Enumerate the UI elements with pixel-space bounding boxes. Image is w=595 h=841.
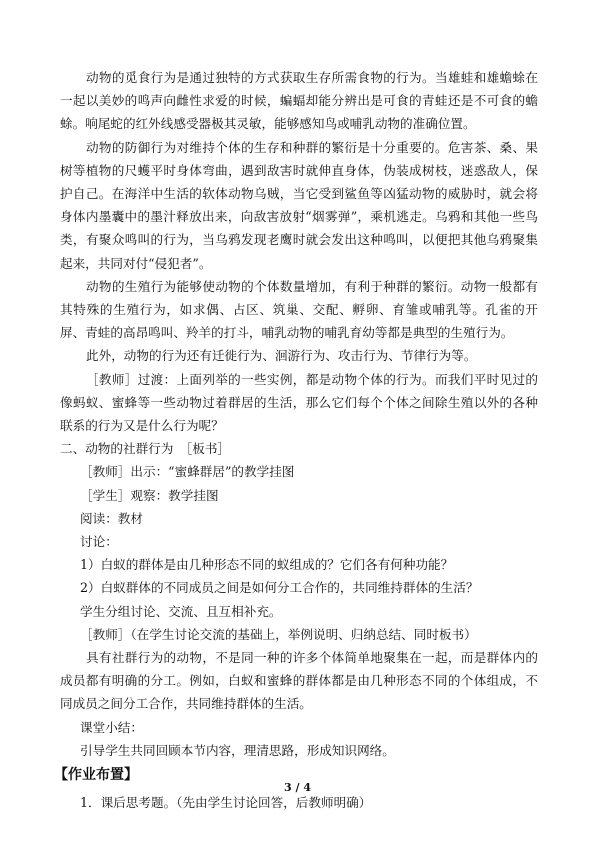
paragraph-feeding-behavior: 动物的觅食行为是通过独特的方式获取生存所需食物的行为。当雄蛙和雄蟾蜍在一起以美妙的鸣声向雌性求爱的时候，蝙蝠却能分辨出是可食的青蛙还是不可食的蟾蜍。响尾蛇的红外线感受器极其灵敏，能够感知鸟或哺乳动物的准确位置。 (60, 70, 538, 132)
section-title-social-behavior: 二、动物的社群行为 ［板书］ (60, 441, 231, 457)
line-student-observe: ［学生］观察：教学挂图 (80, 487, 219, 503)
line-class-summary: 课堂小结： (80, 719, 143, 735)
homework-heading: 【作业布置】 (54, 767, 138, 784)
document-body (54, 66, 538, 815)
line-review: 引导学生共同回顾本节内容，理清思路，形成知识网络。 (80, 742, 395, 758)
line-group-discussion: 学生分组讨论、交流、且互相补充。 (80, 603, 282, 619)
paragraph-social-behavior: 具有社群行为的动物，不是同一种的许多个体简单地聚集在一起，而是群体内的成员都有明确的分工。例如，白蚁和蜜蜂的群体都是由几种形态不同的个体组成，不同成员之间分工合作，共同维持群体的生活。 (60, 650, 538, 712)
line-teacher-show: ［教师］出示：“蜜蜂群居”的教学挂图 (80, 464, 295, 480)
line-question-1: 1）白蚁的群体是由几种形态不同的蚁组成的？它们各有何种功能？ (80, 557, 454, 573)
paragraph-teacher-transition: ［教师］过渡：上面列举的一些实例，都是动物个体的行为。而我们平时见过的像蚂蚁、蜜蜂等一些动物过着群居的生活，那么它们每个个体之间除生殖以外的各种联系的行为又是什么行为呢？ (60, 371, 538, 434)
line-discussion: 讨论： (80, 534, 118, 550)
line-question-2: 2）白蚁群体的不同成员之间是如何分工合作的，共同维持群体的生活？ (80, 580, 479, 596)
paragraph-reproductive-behavior: 动物的生殖行为能够使动物的个体数量增加，有利于种群的繁衍。动物一般都有其特殊的生殖行为，如求偶、占区、筑巢、交配、孵卵、育雏或哺乳等。孔雀的开屏、青蛙的高昂鸣叫、羚羊的打斗，哺乳动物的哺乳育幼等都是典型的生殖行为。 (60, 278, 538, 341)
line-teacher-summary: ［教师］（在学生讨论交流的基础上，举例说明、归纳总结、同时板书） (80, 626, 477, 642)
page-number: 3 / 4 (284, 781, 311, 794)
line-reading: 阅读：教材 (80, 510, 143, 526)
line-homework-1: 1．课后思考题。（先由学生讨论回答，后教师明确） (80, 795, 372, 811)
paragraph-defense-behavior: 动物的防御行为对维持个体的生存和种群的繁衍是十分重要的。危害茶、桑、果树等植物的尺蠖平时身体弯曲，遇到敌害时就伸直身体，伪装成树枝，迷惑敌人，保护自己。在海洋中生活的软体动物乌贼，当它受到鲨鱼等凶猛动物的威胁时，就会将身体内墨囊中的墨汁释放出来，向敌害放射“烟雾弹”，乘机逃走。乌鸦和其他一些鸟类，有聚众鸣叫的行为，当乌鸦发现老鹰时就会发出这种鸣叫，以便把其他乌鸦聚集起来，共同对付“侵犯者”。 (60, 139, 538, 271)
paragraph-other-behaviors: 此外，动物的行为还有迁徙行为、洄游行为、攻击行为、节律行为等。 (86, 348, 477, 364)
